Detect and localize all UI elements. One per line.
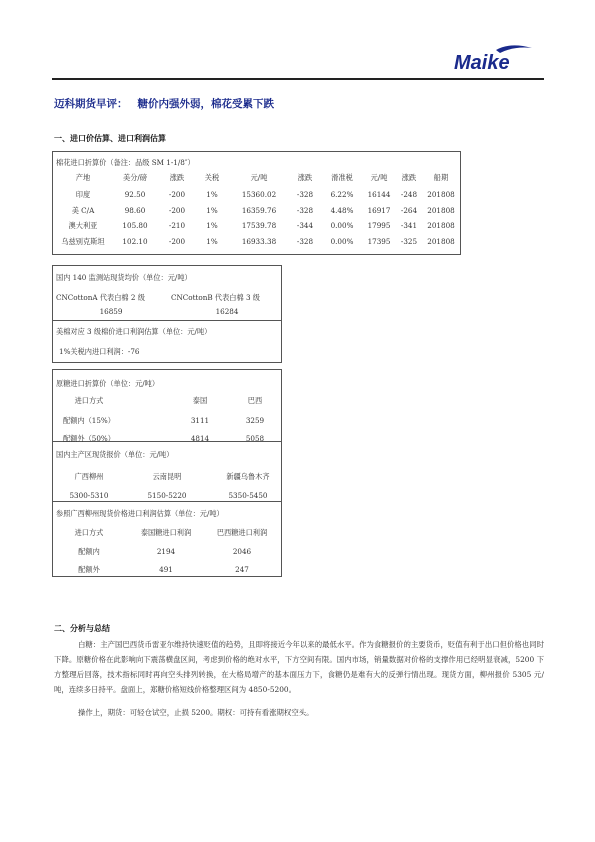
cotton-header: 涨跌 <box>169 173 185 182</box>
logo-wordmark: Maike <box>454 52 510 74</box>
cotton-cell: 4.48% <box>330 205 354 215</box>
cotton-cell: -341 <box>400 221 418 230</box>
cotton-a-value: 16859 <box>99 307 123 316</box>
cotton-header: 船期 <box>433 173 449 182</box>
cotton-cell: 17539.78 <box>241 221 277 230</box>
raw-sugar-cell: 5058 <box>245 434 265 443</box>
cotton-header: 美分/磅 <box>123 173 147 182</box>
cotton-cell: -200 <box>168 190 186 199</box>
cotton-cell: -344 <box>296 221 314 230</box>
cotton-cell: 98.60 <box>124 205 146 215</box>
cotton-profit-text: 1%关税内进口利润：-76 <box>59 347 140 356</box>
section2-heading: 二、分析与总结 <box>54 624 110 633</box>
cotton-b-value: 16284 <box>215 307 239 316</box>
sugar-profit-cell: 491 <box>159 565 173 574</box>
cotton-cell: 201808 <box>427 190 455 199</box>
divider <box>53 501 281 502</box>
cotton-cell: -200 <box>168 205 186 215</box>
cotton-cell: 17395 <box>367 236 391 246</box>
raw-sugar-cell: 3259 <box>245 416 265 425</box>
analysis-paragraph-sugar: 白糖：主产国巴西货币雷亚尔维持快速贬值的趋势，且即将接近今年以来的最低水平。作为食糖报价的主要货币，贬值有利于出口但价格也同时下降。原糖价格在此影响向下震荡横盘区间，考虑到价格的绝对水平，下方空间有限。国内市场，销量数据对价格的支撑作用已经明显衰减，5200 下方整理后回落，技术指标同时再向空头排列转换，在大格局增产的基本面压力下，食糖仍是难有大的反弹行情出现。现货方面，柳州报价 5305 元/吨，连续多日持平。盘面上，郑糖价格短线价格整理区间为 4850-5200。 <box>54 640 544 694</box>
cotton-header: 元/吨 <box>250 173 268 182</box>
cotton-cell: 1% <box>206 205 218 215</box>
cotton-cell: 201808 <box>427 221 455 230</box>
cotton-cell: 1% <box>206 221 218 230</box>
cotton-header: 涨跌 <box>297 173 313 182</box>
spot-cell: 5350-5450 <box>228 491 268 500</box>
cotton-cell: -248 <box>400 190 418 199</box>
cotton-cell: -325 <box>400 236 418 246</box>
cotton-cell: 1% <box>206 236 218 246</box>
cotton-header: 涨跌 <box>401 173 417 182</box>
raw-sugar-header: 巴西 <box>247 396 263 405</box>
sugar-profit-cell: 2194 <box>156 547 176 556</box>
cotton-cell: 0.00% <box>330 236 354 246</box>
sugar-profit-cell: 2046 <box>232 547 252 556</box>
divider <box>53 320 281 321</box>
domestic-cotton-caption: 国内 140 监测站现货均价（单位：元/吨） <box>56 273 192 282</box>
header-rule <box>52 78 544 80</box>
cotton-cell: -328 <box>296 190 314 199</box>
cotton-cell: -328 <box>296 205 314 215</box>
cotton-cell: 102.10 <box>122 236 148 246</box>
title-main: 迈科期货早评： <box>54 98 128 110</box>
raw-sugar-cell: 配额内（15%） <box>63 416 115 425</box>
cotton-a-label: CNCottonA 代表白棉 2 级 <box>56 293 145 302</box>
sugar-profit-cell: 配额外 <box>78 565 100 574</box>
page-title <box>54 96 274 111</box>
cotton-cell: 6.22% <box>330 190 354 199</box>
raw-sugar-caption: 原糖进口折算价（单位：元/吨） <box>56 379 160 388</box>
cotton-cell: 92.50 <box>124 190 146 199</box>
raw-sugar-header: 进口方式 <box>74 396 104 405</box>
cotton-header: 元/吨 <box>370 173 388 182</box>
cotton-cell: -200 <box>168 236 186 246</box>
cotton-cell: 乌兹别克斯坦 <box>61 236 105 246</box>
cotton-cell: 17995 <box>367 221 391 230</box>
spot-header: 云南昆明 <box>152 472 182 481</box>
sugar-profit-cell: 247 <box>235 565 249 574</box>
cotton-cell: 16144 <box>367 190 391 199</box>
cotton-b-label: CNCottonB 代表白棉 3 级 <box>171 293 260 302</box>
spot-cell: 5300-5310 <box>69 491 109 500</box>
spot-cell: 5150-5220 <box>147 491 187 500</box>
cotton-cell: 澳大利亚 <box>68 221 98 230</box>
cotton-header: 滑准税 <box>331 173 353 182</box>
raw-sugar-header: 泰国 <box>192 396 208 405</box>
domestic-cotton-table <box>52 265 282 363</box>
cotton-profit-caption: 美棉对应 3 级棉价进口利润估算（单位：元/吨） <box>56 327 212 336</box>
cotton-cell: 1% <box>206 190 218 199</box>
analysis-text <box>54 637 544 720</box>
cotton-cell: 15360.02 <box>241 190 277 199</box>
analysis-paragraph-operation: 操作上，期货：可轻仓试空，止损 5200。期权：可持有看涨期权空头。 <box>78 708 314 717</box>
raw-sugar-cell: 4814 <box>190 434 210 443</box>
cotton-import-caption: 棉花进口折算价（备注：品级 SM 1-1/8″） <box>56 158 195 167</box>
cotton-cell: 美 C/A <box>71 205 95 215</box>
cotton-cell: -264 <box>400 205 418 215</box>
sugar-profit-header: 巴西糖进口利润 <box>216 528 268 537</box>
raw-sugar-cell: 3111 <box>190 416 210 425</box>
cotton-cell: -210 <box>168 221 186 230</box>
cotton-header: 产地 <box>75 173 91 182</box>
cotton-header: 关税 <box>204 173 220 182</box>
sugar-profit-header: 泰国糖进口利润 <box>140 528 192 537</box>
spot-header: 新疆乌鲁木齐 <box>226 472 270 481</box>
cotton-cell: 印度 <box>75 190 91 199</box>
cotton-cell: 0.00% <box>330 221 354 230</box>
cotton-cell: 16359.76 <box>241 205 277 215</box>
cotton-cell: -328 <box>296 236 314 246</box>
raw-sugar-cell: 配额外（50%） <box>63 434 115 443</box>
sugar-profit-caption: 参照广西柳州现货价格进口利润估算（单位：元/吨） <box>56 509 224 518</box>
cotton-cell: 16933.38 <box>241 236 277 246</box>
maike-logo <box>452 44 534 74</box>
spot-header: 广西柳州 <box>74 472 104 481</box>
cotton-cell: 105.80 <box>122 221 148 230</box>
sugar-profit-header: 进口方式 <box>74 528 104 537</box>
cotton-cell: 201808 <box>427 205 455 215</box>
cotton-cell: 201808 <box>427 236 455 246</box>
sugar-profit-cell: 配额内 <box>78 547 100 556</box>
spot-caption: 国内主产区现货报价（单位：元/吨） <box>56 450 174 459</box>
section1-heading: 一、进口价估算、进口利润估算 <box>54 134 166 143</box>
title-sub: 糖价内强外弱，棉花受累下跌 <box>137 98 274 110</box>
cotton-cell: 16917 <box>367 205 391 215</box>
